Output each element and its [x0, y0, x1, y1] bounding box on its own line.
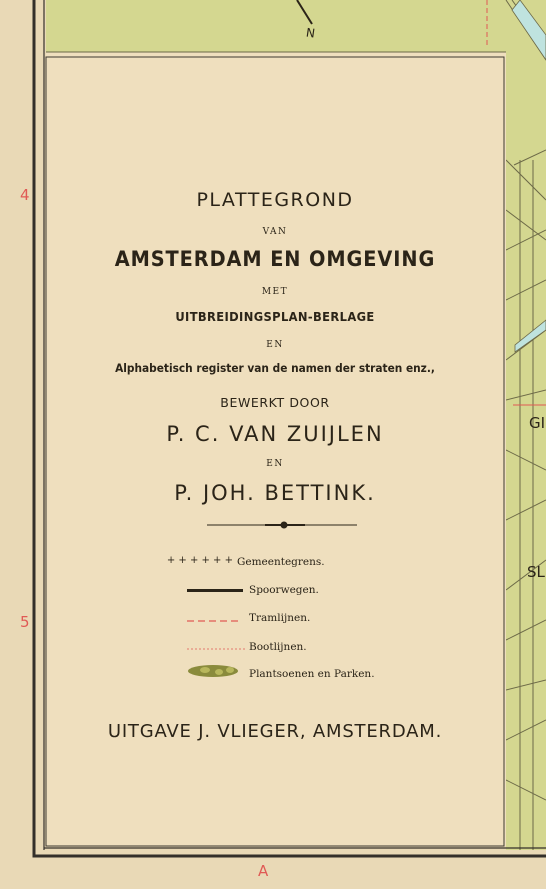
title-met: MET — [261, 287, 289, 297]
grid-label-row-5: 5 — [20, 613, 30, 631]
legend-plantsoenen: Plantsoenen en Parken. — [249, 668, 375, 680]
legend-spoorwegen: Spoorwegen. — [249, 584, 319, 596]
title-en-1: EN — [266, 340, 284, 350]
grid-label-col-a: A — [258, 862, 269, 880]
legend-tramlijnen: Tramlijnen. — [249, 612, 311, 624]
publisher-line: UITGAVE J. VLIEGER, AMSTERDAM. — [107, 721, 443, 742]
map-title-plattegrond: PLATTEGROND — [196, 189, 354, 211]
map-label-n: N — [305, 25, 316, 41]
legend-gemeentegrens-symbol: + + + + + + — [166, 555, 233, 566]
register-line: Alphabetisch register van de namen der straten enz., — [115, 361, 435, 375]
map-area-top — [46, 0, 506, 52]
legend-bootlijnen: Bootlijnen. — [249, 641, 307, 653]
title-van: VAN — [262, 227, 288, 237]
map-label-gi: GI — [529, 414, 546, 432]
map-label-sl: SL — [527, 563, 545, 581]
legend-park-symbol — [188, 665, 238, 677]
legend-gemeentegrens — [166, 555, 325, 568]
author-2: P. JOH. BETTINK. — [174, 481, 376, 505]
legend-gemeentegrens-label: Gemeentegrens. — [237, 556, 325, 568]
map-title-main: AMSTERDAM EN OMGEVING — [114, 247, 436, 271]
bewerkt-door: BEWERKT DOOR — [220, 395, 330, 410]
author-1: P. C. VAN ZUIJLEN — [166, 422, 384, 446]
grid-label-row-4: 4 — [20, 186, 30, 204]
title-en-2: EN — [266, 459, 284, 469]
map-subtitle: UITBREIDINGSPLAN-BERLAGE — [175, 309, 375, 324]
legend-spoorwegen-symbol — [187, 589, 243, 592]
